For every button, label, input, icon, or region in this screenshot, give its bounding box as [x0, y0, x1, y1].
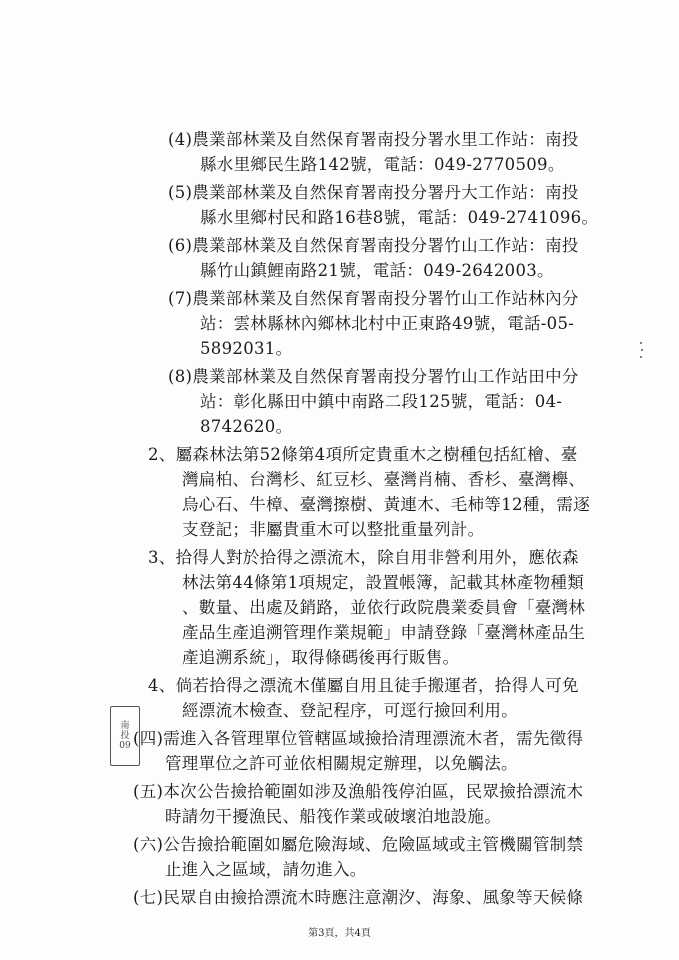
text-line: (六)公告撿拾範圍如屬危險海域、危險區域或主管機關管制禁 — [133, 835, 584, 854]
text-line: 8742620。 — [200, 417, 293, 436]
text-line: (8)農業部林業及自然保育署南投分署竹山工作站田中分 — [168, 367, 579, 386]
text-line: 縣竹山鎮鯉南路21號，電話：049-2642003。 — [200, 261, 554, 280]
text-line: (四)需進入各管理單位管轄區域撿拾清理漂流木者，需先徵得 — [133, 729, 584, 748]
text-line: (4)農業部林業及自然保育署南投分署水里工作站：南投 — [168, 130, 579, 149]
text-line: (七)民眾自由撿拾漂流木時應注意潮汐、海象、風象等天候條 — [133, 888, 584, 907]
text-line: 站：彰化縣田中鎮中南路二段125號，電話：04- — [200, 392, 563, 411]
text-line: (五)本次公告撿拾範圍如涉及漁船筏停泊區，民眾撿拾漂流木 — [133, 782, 584, 801]
text-line: 產品生產追溯管理作業規範」申請登錄「臺灣林產品生 — [182, 623, 586, 642]
text-line: 縣水里鄉村民和路16巷8號，電話：049-2741096。 — [200, 208, 599, 227]
text-line: 產追溯系統」，取得條碼後再行販售。 — [182, 648, 460, 667]
text-line: 止進入之區域，請勿進入。 — [165, 860, 367, 879]
text-line: 管理單位之許可並依相關規定辦理，以免觸法。 — [165, 754, 518, 773]
seal-stamp — [110, 706, 140, 766]
scan-speck — [640, 342, 642, 344]
scan-speck — [641, 349, 643, 351]
text-line: 縣水里鄉民生路142號，電話：049-2770509。 — [200, 155, 565, 174]
text-line: (6)農業部林業及自然保育署南投分署竹山工作站：南投 — [168, 236, 579, 255]
text-line: 站：雲林縣林內鄉林北村中正東路49號，電話-05- — [200, 314, 575, 333]
text-line: 、數量、出處及銷路，並依行政院農業委員會「臺灣林 — [182, 598, 586, 617]
text-line: (5)農業部林業及自然保育署南投分署丹大工作站：南投 — [168, 183, 579, 202]
scan-speck — [640, 356, 642, 358]
text-line: 林法第44條第1項規定，設置帳簿，記載其林產物種類 — [182, 573, 584, 592]
text-line: 支登記；非屬貴重木可以整批重量列計。 — [182, 520, 485, 539]
text-line: 經漂流木檢查、登記程序，可逕行撿回利用。 — [182, 701, 518, 720]
stamp-char: 南 — [120, 721, 130, 731]
stamp-char: 投 — [120, 731, 130, 741]
text-line: 4、倘若拾得之漂流木僅屬自用且徒手搬運者，拾得人可免 — [148, 676, 579, 695]
stamp-char: 09 — [119, 741, 131, 751]
page-number: 第3頁，共4頁 — [308, 928, 371, 939]
text-line: 烏心石、牛樟、臺灣擦樹、黃連木、毛柿等12種，需逐 — [182, 495, 590, 514]
text-line: 時請勿干擾漁民、船筏作業或破壞泊地設施。 — [165, 807, 501, 826]
text-line: 5892031。 — [200, 339, 293, 358]
text-line: 2、屬森林法第52條第4項所定貴重木之樹種包括紅檜、臺 — [148, 445, 578, 464]
text-line: (7)農業部林業及自然保育署南投分署竹山工作站林內分 — [168, 289, 579, 308]
text-line: 3、拾得人對於拾得之漂流木，除自用非營利用外，應依森 — [148, 548, 579, 567]
text-line: 灣扁柏、台灣杉、紅豆杉、臺灣肖楠、香杉、臺灣櫸、 — [182, 470, 586, 489]
